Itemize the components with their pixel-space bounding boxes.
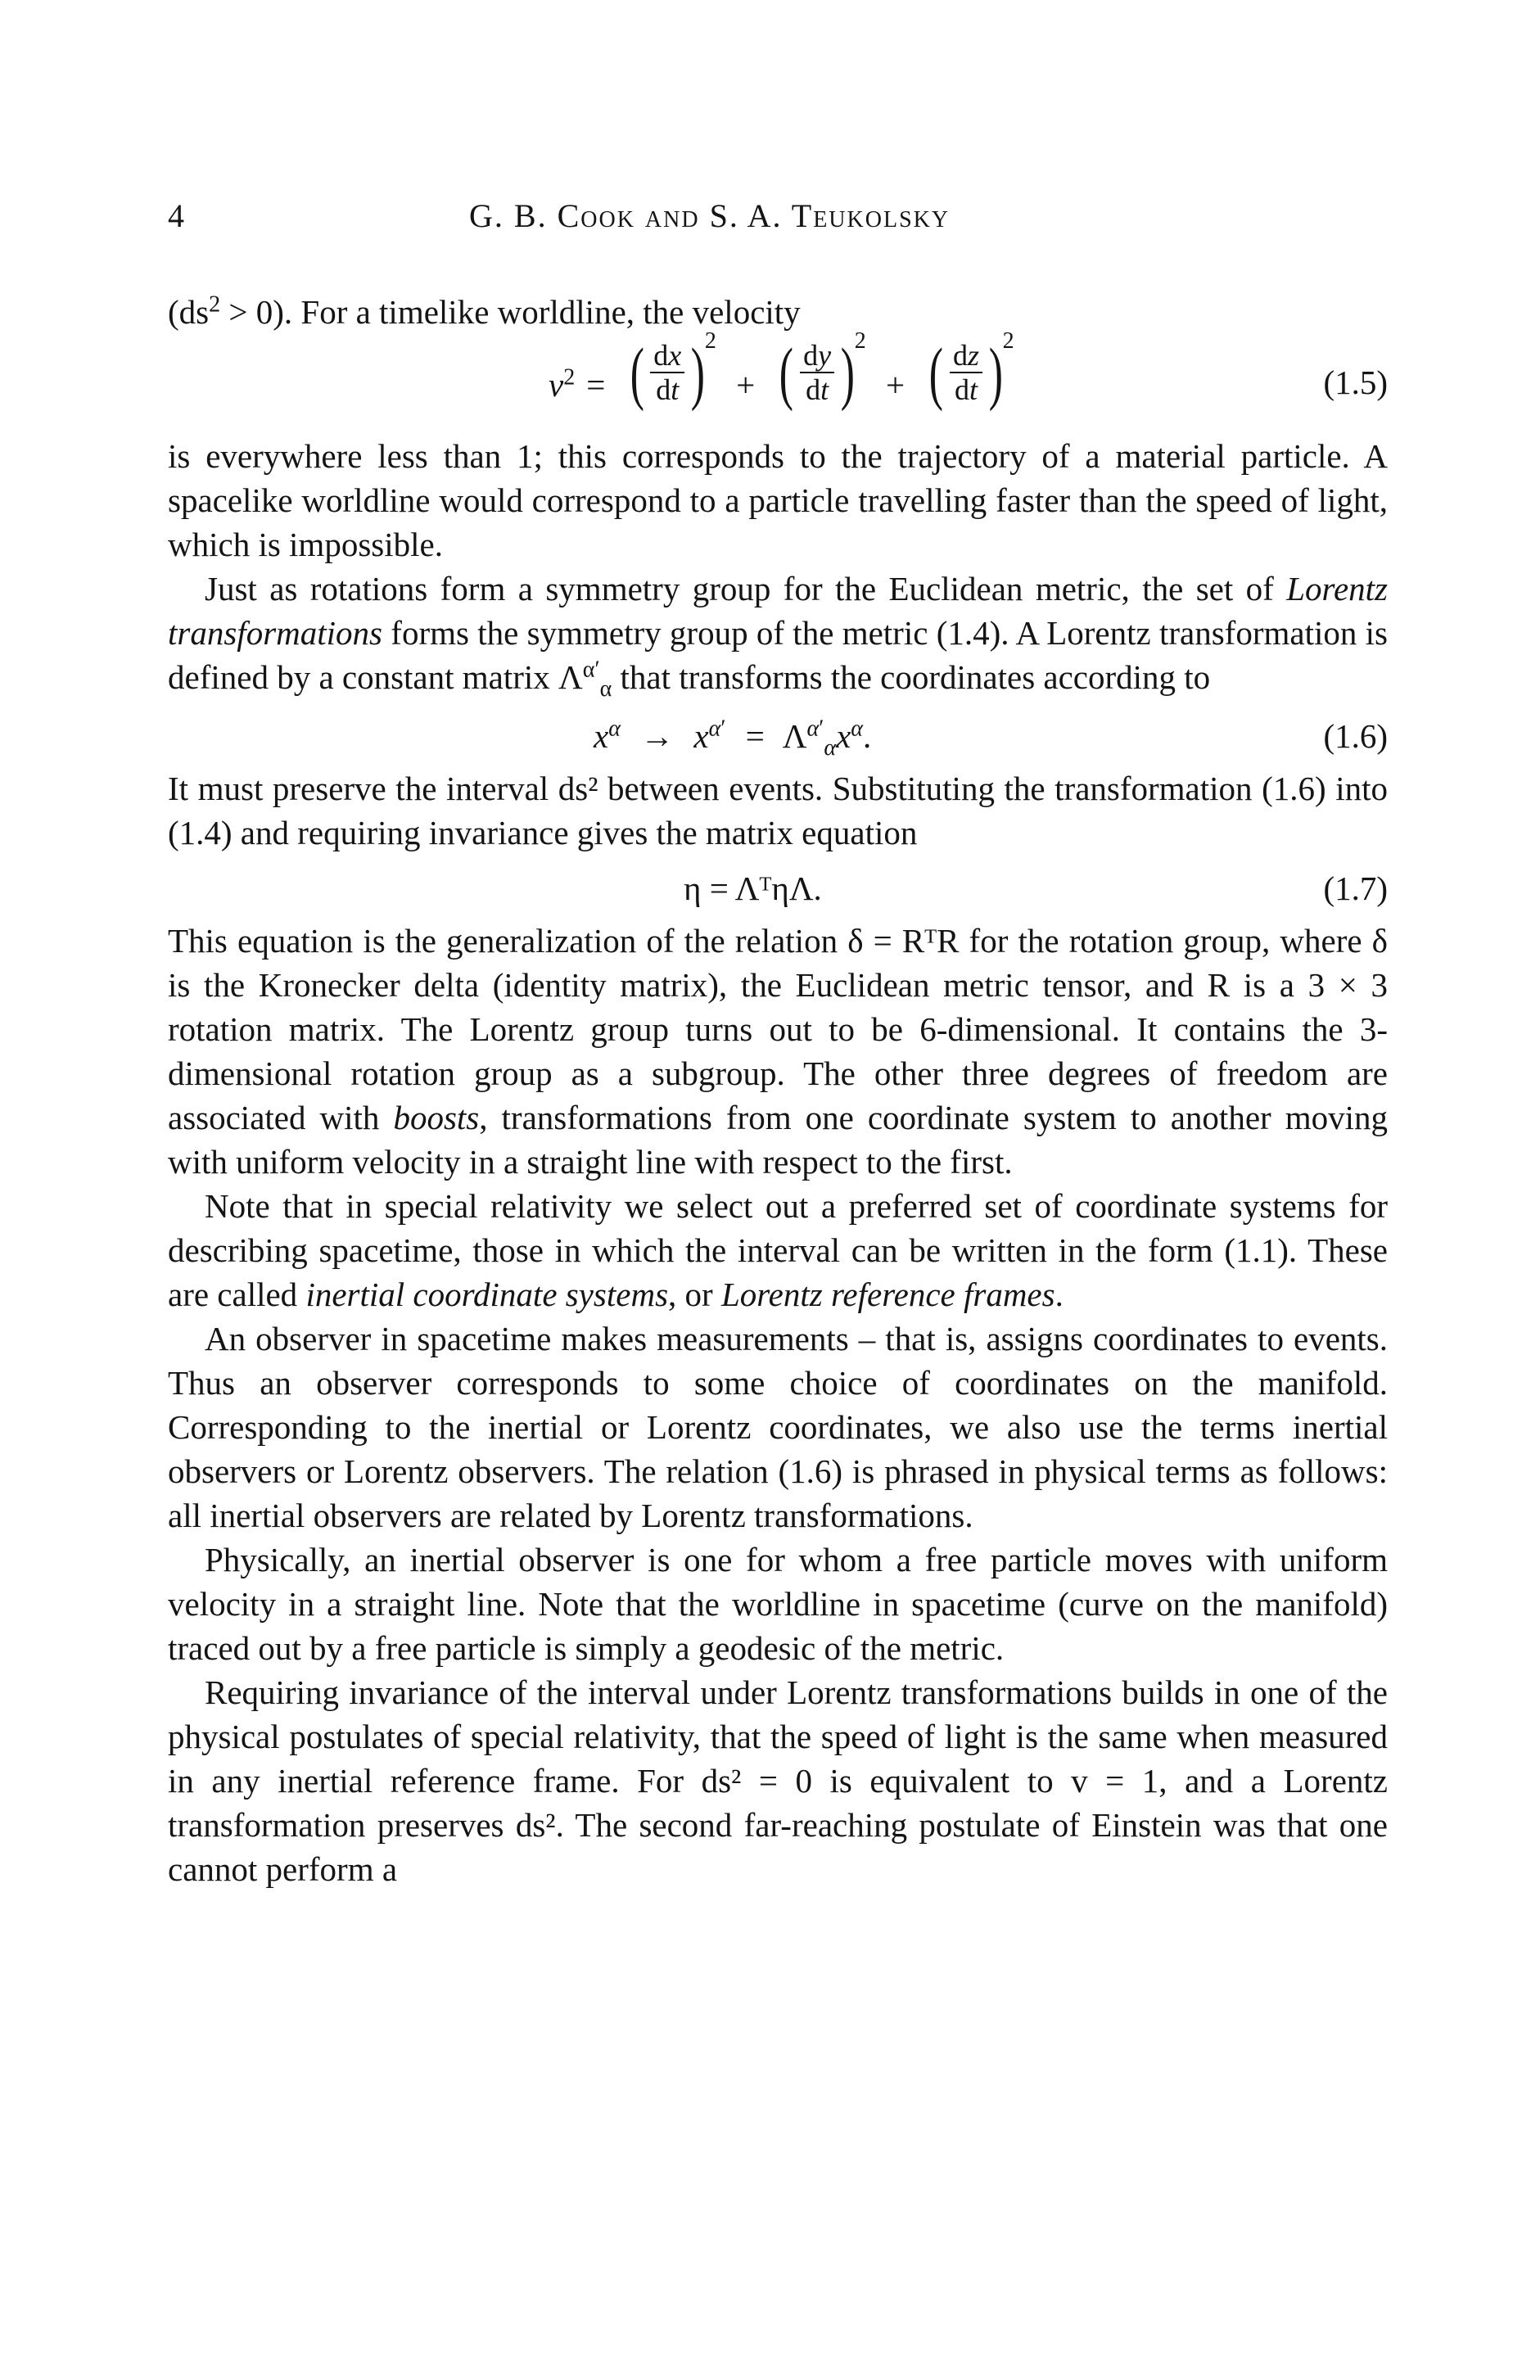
paragraph-9: Requiring invariance of the interval under Lorentz transformations builds in one of the physical postulates of special relativity, that the speed of light is the same when measured in any inertial reference frame. For ds² = 0 is equivalent to v = 1, and a Lorentz transformation preserves ds². The second far-reaching postulate of Einstein was that one cannot perform a [168, 1673, 1388, 1888]
paragraph-1: $(ds^2 > 0)$. For a timelike worldline, the velocity [168, 291, 801, 331]
running-header [168, 196, 1388, 246]
paragraph-7: An observer in spacetime makes measurements – that is, assigns coordinates to events. Thus an observer corresponds to some choice of coordinates on the manifold. Corresponding to the inertial or Lorentz coordinates, we also use the terms inertial observers or Lorentz observers. The relation (1.6) is phrased in physical terms as follows: all inertial observers are related by Lorentz transformations. [168, 1320, 1388, 1534]
paragraph-4: It must preserve the interval ds² between events. Substituting the transformation (1.6) into (1.4) and requiring invariance gives the matrix equation [168, 770, 1388, 851]
equation-1-5-body: $v^2$ = ( $\frac{dx}{dt}$ ) $^2$ + ( $\frac{dy}{dt}$ ) $^2$ + ( $\frac{dz}{dt}$ ) $^2$ [549, 328, 1014, 412]
paragraph-2: is everywhere less than 1; this corresponds to the trajectory of a material particle. A spacelike worldline would correspond to a particle travelling faster than the speed of light, which is impossible. [168, 437, 1388, 563]
paragraph-8: Physically, an inertial observer is one for whom a free particle moves with uniform velocity in a straight line. Note that the worldline in spacetime (curve on the manifold) traced out by a free particle is simply a geodesic of the metric. [168, 1541, 1388, 1667]
equation-1-7-body: η = ΛᵀηΛ. [684, 869, 822, 907]
equation-1-7 [168, 860, 1388, 919]
page-body [168, 290, 1388, 1891]
equation-1-7-number: (1.7) [1323, 869, 1388, 907]
paragraph-6: Note that in special relativity we select out a preferred set of coordinate systems for describing spacetime, those in which the interval can be written in the form (1.1). These are called inertial coordinate systems, or Lorentz reference frames. [168, 1187, 1388, 1313]
equation-1-6-body: $x^\alpha \to x^{\alpha'} = \Lambda^{\alpha'}_\alpha x^\alpha$. [594, 716, 872, 761]
equation-1-6-number: (1.6) [1323, 717, 1388, 755]
equation-1-5 [168, 328, 1388, 434]
paragraph-3: Just as rotations form a symmetry group for the Euclidean metric, the set of Lorentz transformations forms the symmetry group of the metric (1.4). A Lorentz transformation is defined by a constant matrix $\Lambda^{\alpha'}_\alpha$ that transforms the coordinates according to [168, 570, 1388, 702]
page-number: 4 [168, 197, 184, 234]
paragraph-5: This equation is the generalization of the relation δ = RᵀR for the rotation group, where δ is the Kronecker delta (identity matrix), the Euclidean metric tensor, and R is a 3 × 3 rotation matrix. The Lorentz group turns out to be 6-dimensional. It contains the 3-dimensional rotation group as a subgroup. The other three degrees of freedom are associated with boosts, transformations from one coordinate system to another moving with uniform velocity in a straight line with respect to the first. [168, 922, 1388, 1181]
running-header-authors: G. B. Cook and S. A. Teukolsky [469, 197, 951, 234]
equation-1-6 [168, 709, 1388, 766]
equation-1-5-number: (1.5) [1323, 364, 1388, 401]
